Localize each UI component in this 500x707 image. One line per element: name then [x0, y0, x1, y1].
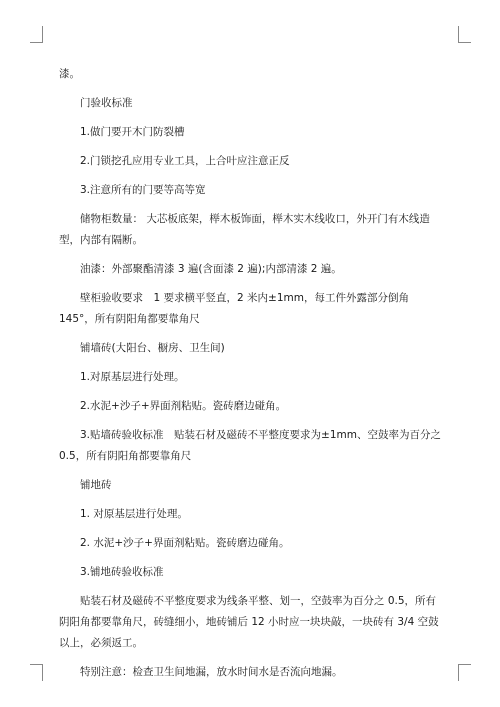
paragraph: 贴装石材及磁砖不平整度要求为线条平整、划一，空鼓率为百分之 0.5，所有阴阳角都要靠角尺，砖缝细小，地砖铺后 12 小时应一块块敲，一块砖有 3/4 空鼓以上，必须返工。	[59, 595, 439, 649]
paragraph: 储物柜数量： 大芯板底架，榉木板饰面，榉木实木线收口，外开门有木线造型，内部有隔断。	[59, 213, 430, 246]
heading-door-acceptance: 门验收标准	[80, 97, 133, 109]
crop-mark-bottom-left	[30, 664, 43, 681]
paragraph: 1.对原基层进行处理。	[80, 371, 185, 383]
paragraph: 油漆：外部聚酯清漆 3 遍(含面漆 2 遍);内部清漆 2 遍。	[80, 263, 342, 275]
document-body	[59, 64, 444, 691]
paragraph: 2. 水泥+沙子+界面剂粘贴。瓷砖磨边碰角。	[80, 537, 290, 549]
crop-mark-top-right	[458, 26, 471, 43]
heading-wall-tile: 铺墙砖(大阳台、橱房、卫生间)	[80, 342, 225, 354]
paragraph: 3.贴墙砖验收标准 贴装石材及磁砖不平整度要求为±1mm、空鼓率为百分之 0.5，所有阴阳角都要靠角尺	[59, 429, 441, 462]
paragraph: 2.水泥+沙子+界面剂粘贴。瓷砖磨边碰角。	[80, 400, 287, 412]
paragraph: 漆。	[59, 68, 80, 80]
paragraph: 1. 对原基层进行处理。	[80, 508, 188, 520]
heading-floor-tile: 铺地砖	[80, 479, 112, 491]
crop-mark-top-left	[30, 26, 43, 43]
paragraph: 3.注意所有的门要等高等宽	[80, 184, 206, 196]
paragraph: 特别注意：检查卫生间地漏，放水时间水是否流向地漏。	[80, 666, 343, 678]
paragraph: 3.铺地砖验收标准	[80, 566, 164, 578]
paragraph: 壁柜验收要求 1 要求横平竖直，2 米内±1mm，每工件外露部分倒角 145°，所有阴阳角都要靠角尺	[59, 292, 409, 325]
paragraph: 1.做门要开木门防裂槽	[80, 126, 185, 138]
crop-mark-bottom-right	[458, 664, 471, 681]
paragraph: 2.门锁挖孔应用专业工具，上合叶应注意正反	[80, 155, 290, 167]
